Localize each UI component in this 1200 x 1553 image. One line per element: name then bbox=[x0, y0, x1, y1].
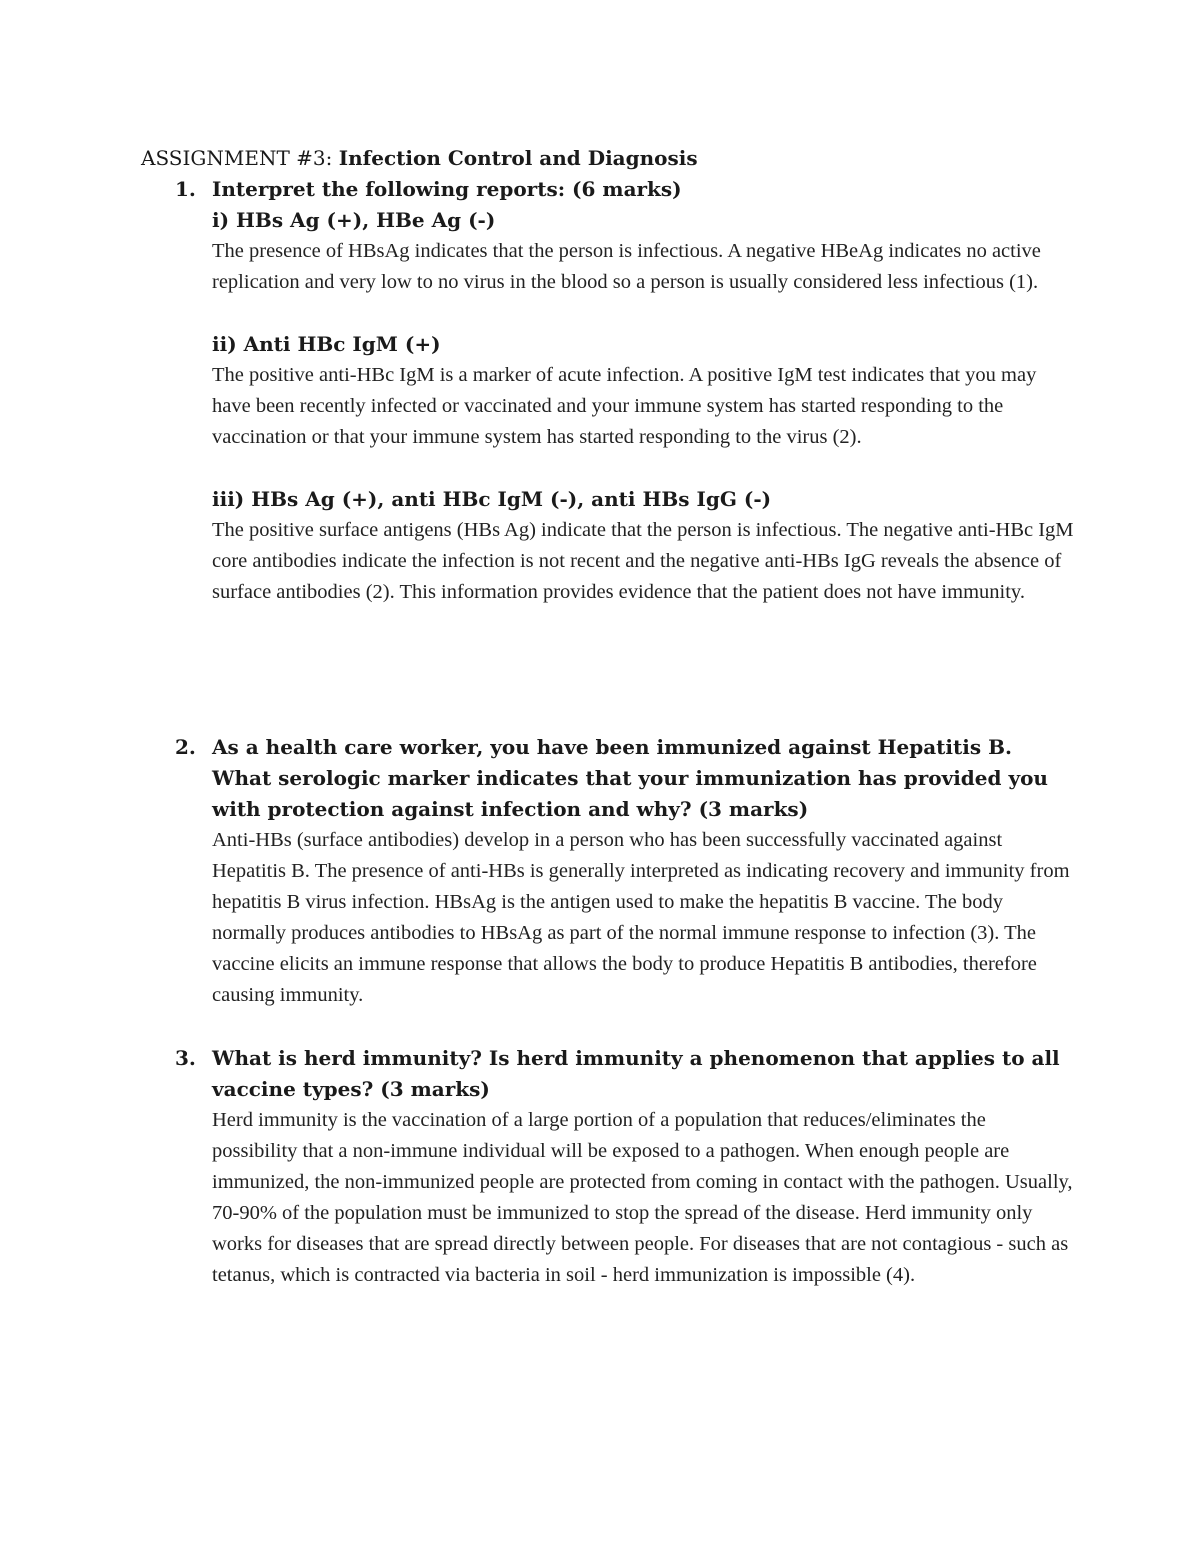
question-body bbox=[212, 732, 1075, 1011]
question-answer: Herd immunity is the vaccination of a large portion of a population that reduces/eliminates the possibility that a non-immune individual will be exposed to a pathogen. When enough people are immunized, the non-immunized people are protected from coming in contact with the pathogen. Usually, 70-90% of the population must be immunized to stop the spread of the disease. Herd immunity only works for diseases that are spread directly between people. For diseases that are not contagious - such as tetanus, which is contracted via bacteria in soil - herd immunization is impossible (4). bbox=[212, 1109, 1073, 1286]
question-text: As a health care worker, you have been immunized against Hepatitis B. What serologic marker indicates that your immunization has provided you with protection against infection and why? (3 marks) bbox=[212, 735, 1048, 821]
question-number: 2. bbox=[175, 735, 196, 759]
question-body bbox=[212, 1043, 1075, 1291]
question-number: 3. bbox=[175, 1046, 196, 1070]
question-2 bbox=[175, 732, 1075, 1011]
title-prefix: ASSIGNMENT #3: bbox=[141, 146, 339, 170]
question-text: What is herd immunity? Is herd immunity a phenomenon that applies to all vaccine types? (3 marks) bbox=[212, 1046, 1060, 1101]
question-1 bbox=[175, 174, 1075, 608]
question-text: Interpret the following reports: (6 marks) bbox=[212, 177, 682, 201]
question-body bbox=[212, 174, 1075, 608]
part-answer: The positive surface antigens (HBs Ag) indicate that the person is infectious. The negative anti-HBc IgM core antibodies indicate the infection is not recent and the negative anti-HBs IgG reveals the absence of surface antibodies (2). This information provides evidence that the patient does not have immunity. bbox=[212, 519, 1074, 603]
part-answer: The presence of HBsAg indicates that the person is infectious. A negative HBeAg indicates no active replication and very low to no virus in the blood so a person is usually considered less infectious (1). bbox=[212, 240, 1041, 293]
part-label: iii) HBs Ag (+), anti HBc IgM (-), anti HBs IgG (-) bbox=[212, 487, 772, 511]
question-answer: Anti-HBs (surface antibodies) develop in a person who has been successfully vaccinated against Hepatitis B. The presence of anti-HBs is generally interpreted as indicating recovery and immunity from hepatitis B virus infection. HBsAg is the antigen used to make the hepatitis B vaccine. The body normally produces antibodies to HBsAg as part of the normal immune response to infection (3). The vaccine elicits an immune response that allows the body to produce Hepatitis B antibodies, therefore causing immunity. bbox=[212, 829, 1070, 1006]
part-answer: The positive anti-HBc IgM is a marker of acute infection. A positive IgM test indicates that you may have been recently infected or vaccinated and your immune system has started responding to the vaccination or that your immune system has started responding to the virus (2). bbox=[212, 364, 1037, 448]
question-number: 1. bbox=[175, 177, 196, 201]
question-3 bbox=[175, 1043, 1075, 1291]
page-title bbox=[141, 143, 698, 174]
part-label: ii) Anti HBc IgM (+) bbox=[212, 332, 441, 356]
part-label: i) HBs Ag (+), HBe Ag (-) bbox=[212, 208, 496, 232]
title-bold: Infection Control and Diagnosis bbox=[338, 146, 698, 170]
